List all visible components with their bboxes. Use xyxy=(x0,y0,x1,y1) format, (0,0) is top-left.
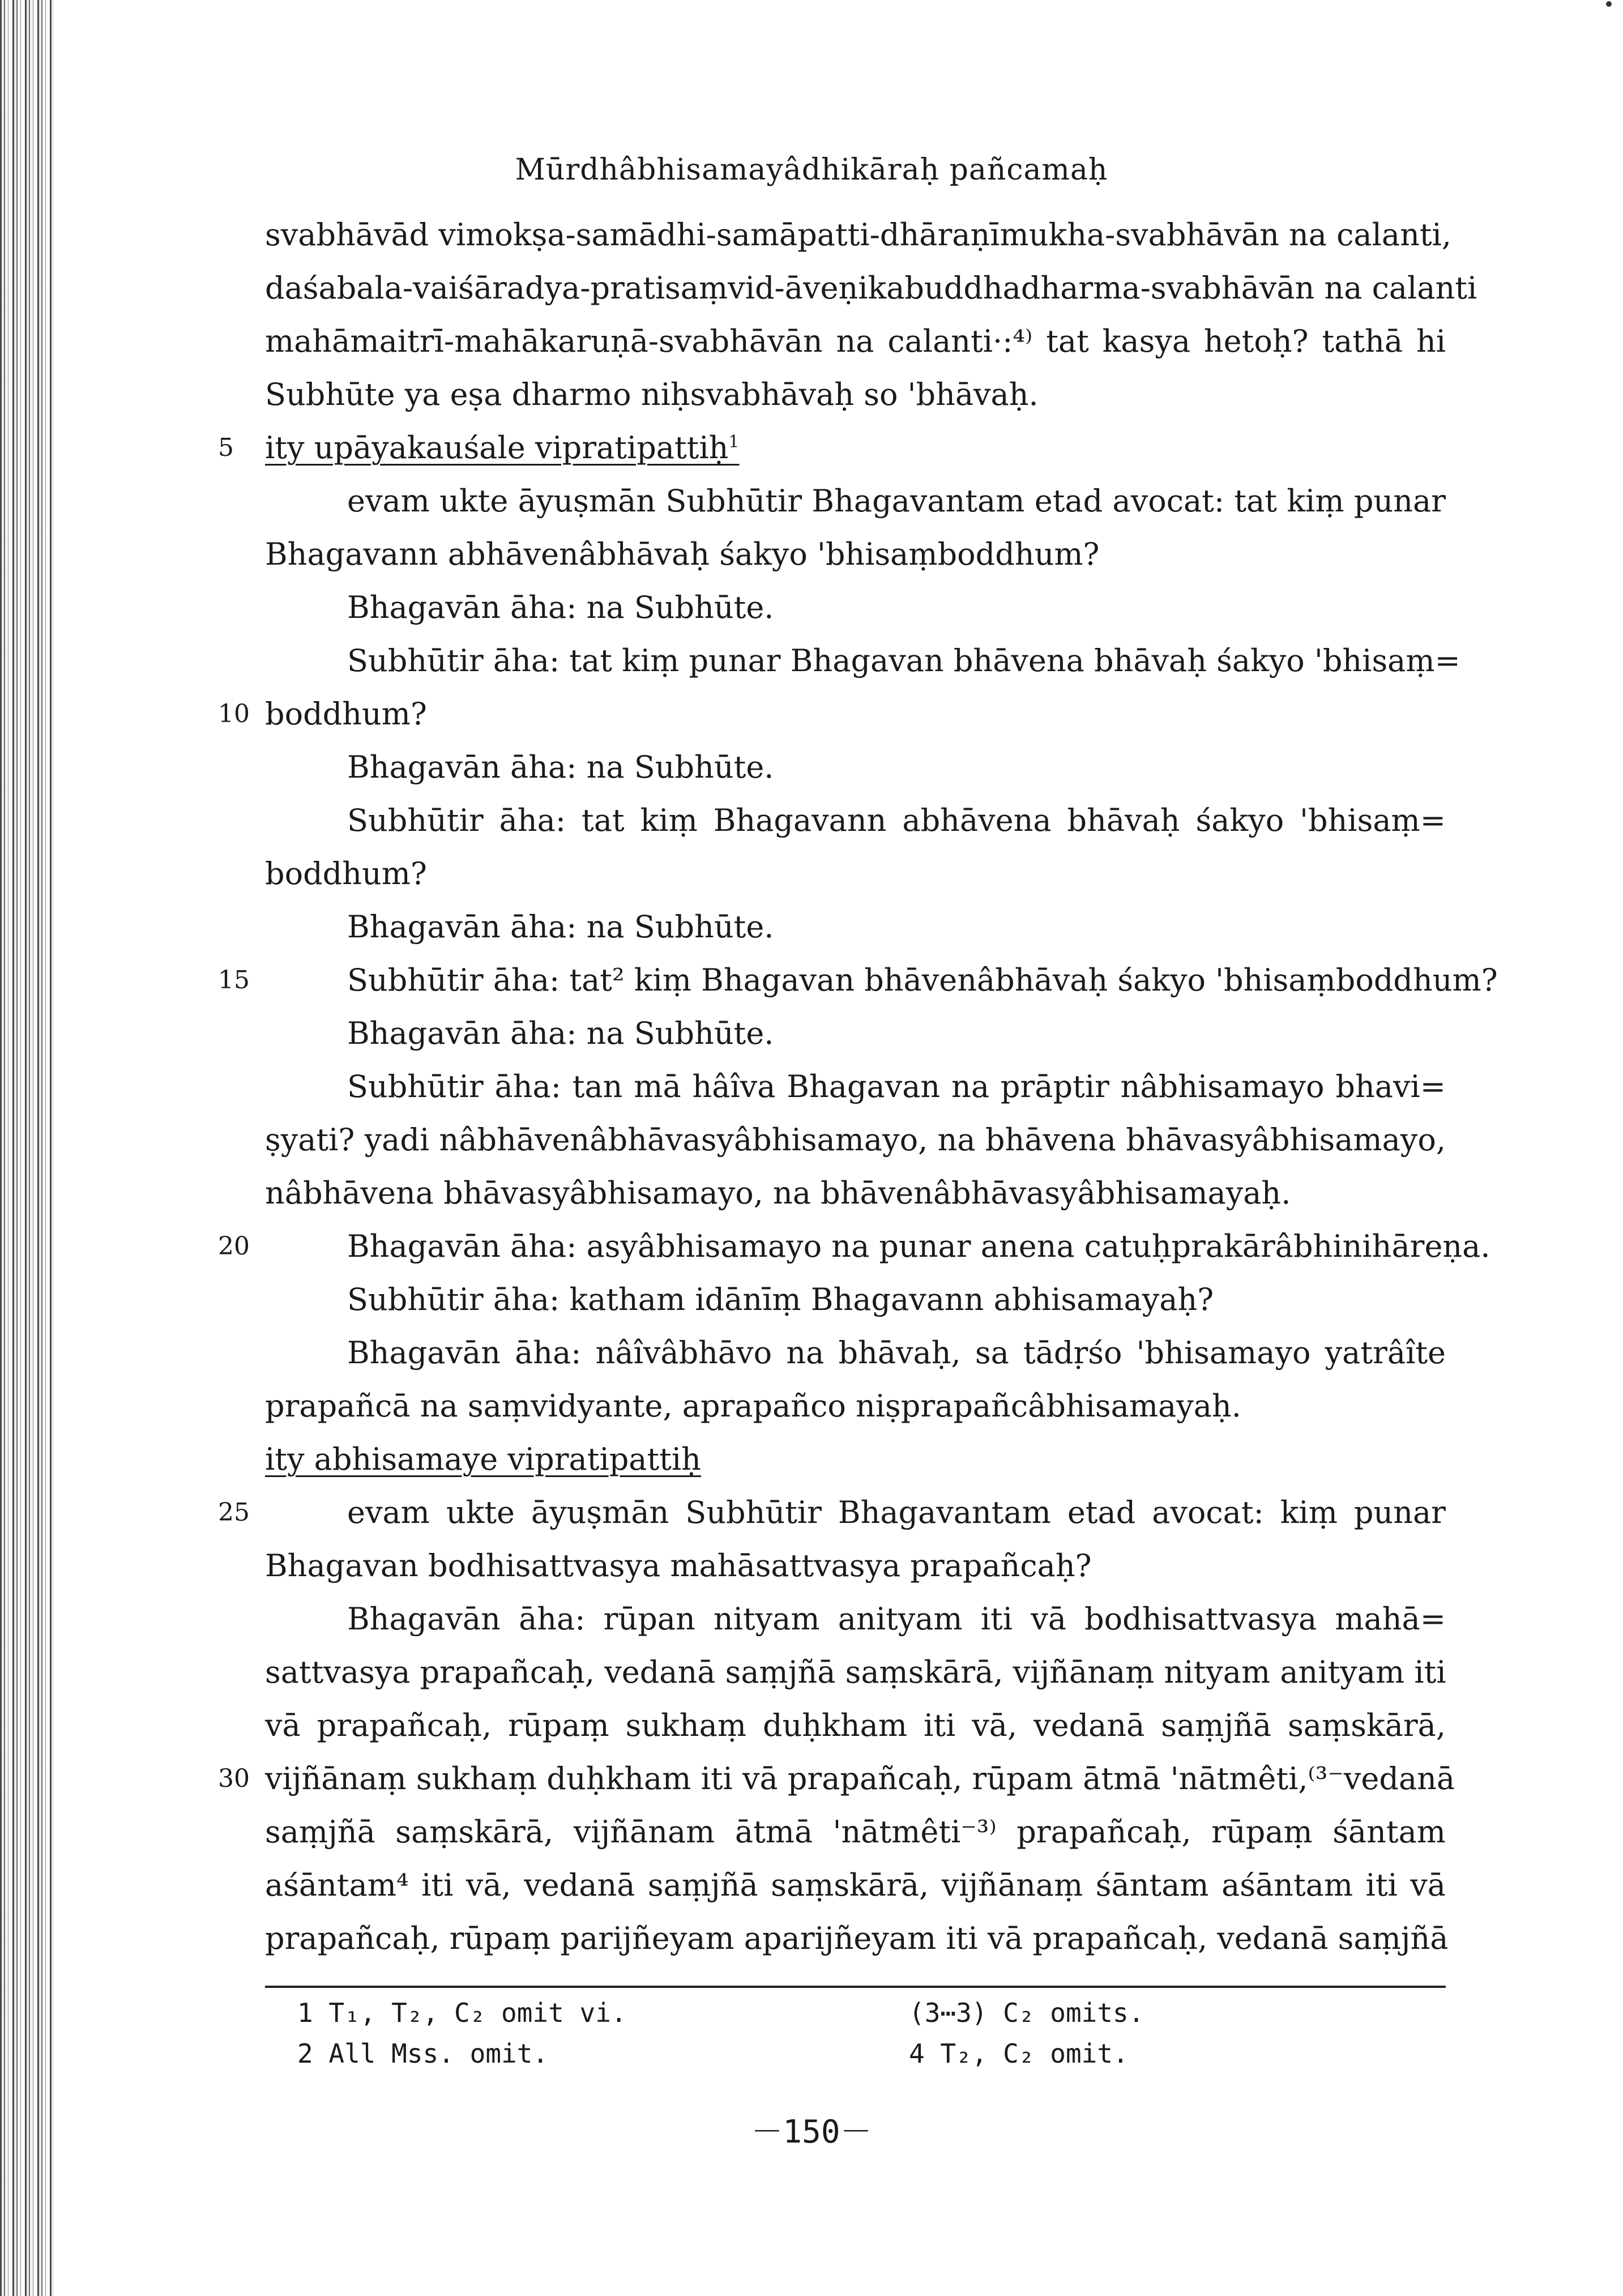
text-line-20: Bhagavān āha: asyâbhisamayo na punar anena catuḥprakārâbhinihāreṇa. xyxy=(347,1228,1490,1264)
running-header: Mūrdhâbhisamayâdhikāraḥ pañcamaḥ xyxy=(515,153,1108,187)
text-line-1: svabhāvād vimokṣa-samādhi-samāpatti-dhāraṇīmukha-svabhāvān na calanti, xyxy=(265,217,1451,253)
text-line-11: Bhagavān āha: na Subhūte. xyxy=(347,749,774,785)
section-heading-abhisamaye: ity abhisamaye vipratipattiḥ xyxy=(265,1441,701,1477)
text-line-30: vijñānaṃ sukhaṃ duḥkham iti vā prapañcaḥ, rūpam ātmā 'nātmêti,⁽³⁻vedanā xyxy=(265,1761,1455,1796)
text-line-19: nâbhāvena bhāvasyâbhisamayo, na bhāvenâbhāvasyâbhisamayaḥ. xyxy=(265,1175,1291,1211)
text-line-8: Bhagavān āha: na Subhūte. xyxy=(347,590,774,625)
text-line-6: evam ukte āyuṣmān Subhūtir Bhagavantam etad avocat: tat kiṃ punar xyxy=(347,483,1446,519)
text-line-28: sattvasya prapañcaḥ, vedanā saṃjñā saṃskārā, vijñānaṃ nityam anityam iti xyxy=(265,1654,1446,1690)
heading-footnote-ref: 1 xyxy=(728,432,740,452)
section-heading-upayakausale xyxy=(265,421,1446,475)
heading-text: ity upāyakauśale vipratipattiḥ xyxy=(265,430,729,466)
footnote-3-3: (3⋯3) C₂ omits. xyxy=(909,1998,1144,2028)
text-line-32: aśāntam⁴ iti vā, vedanā saṃjñā saṃskārā, vijñānaṃ śāntam aśāntam iti vā xyxy=(265,1867,1446,1903)
line-number-5: 5 xyxy=(218,433,234,462)
text-line-31: saṃjñā saṃskārā, vijñānam ātmā 'nātmêti⁻³⁾ prapañcaḥ, rūpaṃ śāntam xyxy=(265,1814,1446,1850)
text-line-27: Bhagavān āha: rūpan nityam anityam iti vā bodhisattvasya mahā= xyxy=(347,1601,1446,1637)
text-line-3: mahāmaitrī-mahākaruṇā-svabhāvān na calanti·:⁴⁾ tat kasya hetoḥ? tathā hi xyxy=(265,323,1446,359)
footnote-row xyxy=(297,1992,1447,2033)
text-line-18: ṣyati? yadi nâbhāvenâbhāvasyâbhisamayo, na bhāvena bhāvasyâbhisamayo, xyxy=(265,1122,1446,1158)
text-line-7: Bhagavann abhāvenâbhāvaḥ śakyo 'bhisaṃboddhum? xyxy=(265,536,1100,572)
text-line-12: Subhūtir āha: tat kiṃ Bhagavann abhāvena bhāvaḥ śakyo 'bhisaṃ= xyxy=(347,803,1446,838)
page-number: －150－ xyxy=(751,2114,872,2150)
line-number-15: 15 xyxy=(218,966,250,995)
footnote-rule xyxy=(265,1986,1446,1988)
text-line-22: Bhagavān āha: nâîvâbhāvo na bhāvaḥ, sa tādṛśo 'bhisamayo yatrâîte xyxy=(347,1335,1446,1371)
line-number-10: 10 xyxy=(218,699,250,728)
text-line-2: daśabala-vaiśāradya-pratisaṃvid-āveṇikabuddhadharma-svabhāvān na calanti xyxy=(265,270,1477,306)
text-line-14: Bhagavān āha: na Subhūte. xyxy=(347,909,774,945)
text-line-25: evam ukte āyuṣmān Subhūtir Bhagavantam etad avocat: kiṃ punar xyxy=(347,1495,1446,1530)
text-line-33: prapañcaḥ, rūpaṃ parijñeyam aparijñeyam iti vā prapañcaḥ, vedanā saṃjñā xyxy=(265,1921,1449,1956)
text-line-17: Subhūtir āha: tan mā hâîva Bhagavan na prāptir nâbhisamayo bhavi= xyxy=(347,1069,1446,1104)
text-line-15: Subhūtir āha: tat² kiṃ Bhagavan bhāvenâbhāvaḥ śakyo 'bhisaṃboddhum? xyxy=(347,962,1498,998)
footnote-2: 2 All Mss. omit. xyxy=(297,2038,549,2069)
text-line-9: Subhūtir āha: tat kiṃ punar Bhagavan bhāvena bhāvaḥ śakyo 'bhisaṃ= xyxy=(347,643,1460,678)
line-number-30: 30 xyxy=(218,1764,250,1793)
text-line-23: prapañcā na saṃvidyante, aprapañco niṣprapañcâbhisamayaḥ. xyxy=(265,1388,1241,1424)
binding-edge xyxy=(0,0,54,2296)
text-line-16: Bhagavān āha: na Subhūte. xyxy=(347,1015,774,1051)
scan-speck-icon xyxy=(1605,0,1613,8)
footnote-4: 4 T₂, C₂ omit. xyxy=(909,2038,1129,2069)
text-line-4: Subhūte ya eṣa dharmo niḥsvabhāvaḥ so 'bhāvaḥ. xyxy=(265,377,1039,412)
line-number-20: 20 xyxy=(218,1232,250,1261)
footnotes xyxy=(297,1992,1447,2074)
footnote-row xyxy=(297,2033,1447,2074)
body-text xyxy=(265,208,1498,1965)
footnote-1: 1 T₁, T₂, C₂ omit vi. xyxy=(297,1998,627,2028)
text-line-29: vā prapañcaḥ, rūpaṃ sukhaṃ duḥkham iti vā, vedanā saṃjñā saṃskārā, xyxy=(265,1708,1446,1743)
text-line-26: Bhagavan bodhisattvasya mahāsattvasya prapañcaḥ? xyxy=(265,1548,1092,1584)
text-line-21: Subhūtir āha: katham idānīṃ Bhagavann abhisamayaḥ? xyxy=(347,1282,1214,1317)
text-line-10: boddhum? xyxy=(265,696,427,732)
text-line-13: boddhum? xyxy=(265,856,427,891)
line-number-25: 25 xyxy=(218,1498,250,1527)
